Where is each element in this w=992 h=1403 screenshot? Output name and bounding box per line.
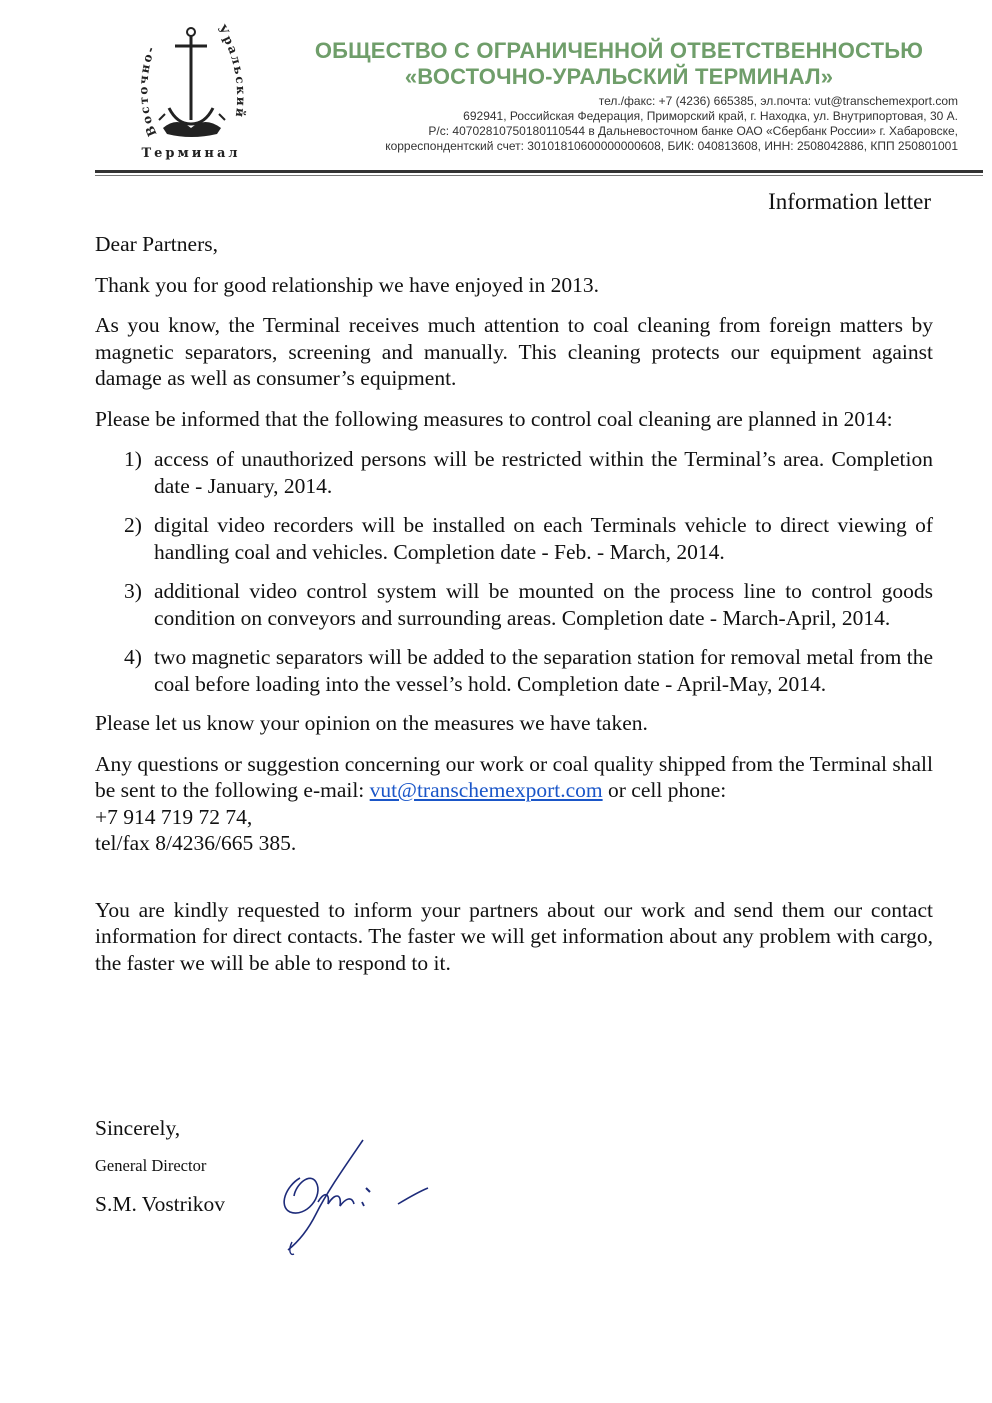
signature-image (258, 1132, 433, 1262)
header-divider (95, 170, 983, 173)
email-link[interactable]: vut@transchemexport.com (369, 778, 603, 802)
paragraph-request: You are kindly requested to inform your partners about our work and send them our contact information for direct contacts. The faster we will get information about any problem with cargo, the faster we will be able to respond to it. (95, 897, 933, 975)
list-item-number: 1) (124, 447, 142, 471)
contacts-text: Any questions or suggestion concerning our work or coal quality shipped from the Terminal shall be sent to the following e-mail: (95, 751, 933, 802)
list-item-text: additional video control system will be mounted on the process line to control goods condition on conveyors and surrounding areas. Completion date - March-April, 2014. (154, 579, 933, 630)
list-item (95, 512, 933, 565)
company-logo-anchor-icon (113, 16, 263, 166)
organization-block (280, 38, 958, 154)
list-item-number: 4) (124, 645, 142, 669)
org-requisites: корреспондентский счет: 30101810600000000608, БИК: 040813608, ИНН: 2508042886, КПП 250801001 (385, 139, 958, 153)
greeting: Dear Partners, (95, 232, 218, 256)
list-item (95, 446, 933, 499)
letterhead (95, 14, 983, 174)
list-item-text: digital video recorders will be installed on each Terminals vehicle to direct viewing of handling coal and vehicles. Completion date - Feb. - March, 2014. (154, 513, 933, 564)
list-item-text: two magnetic separators will be added to the separation station for removal metal from the coal before loading into the vessel’s hold. Completion date - April-May, 2014. (154, 645, 933, 696)
org-address: 692941, Российская Федерация, Приморский край, г. Находка, ул. Внутрипортовая, 30 А. (463, 109, 958, 123)
header-divider-thin (95, 175, 983, 176)
org-name-line2: «ВОСТОЧНО-УРАЛЬСКИЙ ТЕРМИНАЛ» (404, 64, 834, 89)
org-bank: Р/с: 40702810750180110544 в Дальневосточном банке ОАО «Сбербанк России» г. Хабаровске, (428, 124, 958, 138)
org-contact: тел./факс: +7 (4236) 665385, эл.почта: vut@transchemexport.com (598, 94, 958, 108)
paragraph-cleaning: As you know, the Terminal receives much attention to coal cleaning from foreign matters by magnetic separators, screening and manually. This cleaning protects our equipment against damage as well as consumer’s equipment. (95, 313, 933, 390)
measures-list (95, 446, 933, 697)
org-name-line1: ОБЩЕСТВО С ОГРАНИЧЕННОЙ ОТВЕТСТВЕННОСТЬЮ (314, 38, 924, 63)
letter-body (95, 231, 933, 990)
signer-title: General Director (95, 1156, 207, 1175)
list-item-number: 2) (124, 513, 142, 537)
paragraph-contacts (95, 751, 933, 857)
logo-arc-right-text: Уральский (214, 22, 249, 120)
list-item-text: access of unauthorized persons will be restricted within the Terminal’s area. Completion date - January, 2014. (154, 447, 933, 498)
closing: Sincerely, (95, 1116, 181, 1140)
paragraph-thanks: Thank you for good relationship we have enjoyed in 2013. (95, 272, 599, 297)
contacts-text-after: or cell phone: (602, 778, 727, 802)
logo-bottom-text: Терминал (141, 146, 241, 161)
paragraph-measures-intro: Please be informed that the following measures to control coal cleaning are planned in 2014: (95, 406, 893, 431)
signer-name: S.M. Vostrikov (95, 1192, 226, 1216)
paragraph-opinion: Please let us know your opinion on the measures we have taken. (95, 711, 648, 735)
logo-arc-left-text: Восточно- (136, 43, 160, 139)
document-type: Information letter (768, 189, 931, 214)
svg-text:Уральский (215, 22, 249, 120)
list-item (95, 578, 933, 631)
svg-text:Восточно- (136, 43, 159, 138)
list-item (95, 644, 933, 697)
list-item-number: 3) (124, 579, 142, 603)
tel-fax: tel/fax 8/4236/665 385. (95, 831, 297, 855)
cell-phone: +7 914 719 72 74, (95, 804, 253, 829)
